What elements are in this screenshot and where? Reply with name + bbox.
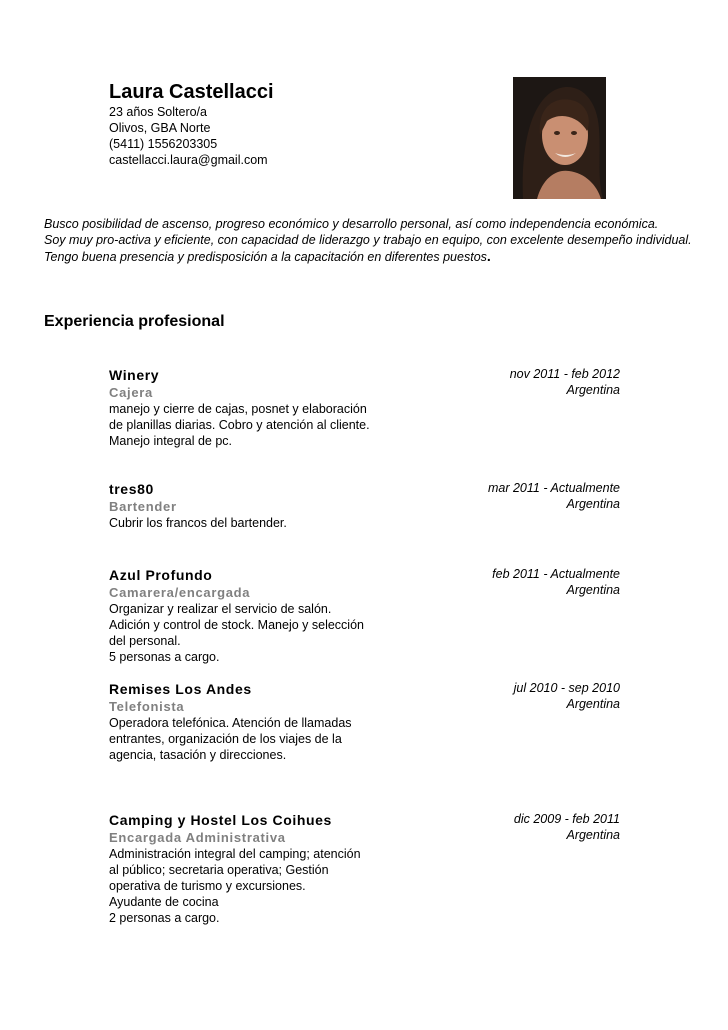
- job-country: Argentina: [566, 828, 620, 842]
- candidate-name: Laura Castellacci: [109, 81, 274, 103]
- job-description-line: Operadora telefónica. Atención de llamadas entrantes, organización de los viajes de la agencia, tasación y direcciones.: [109, 716, 352, 762]
- job-description-line: Organizar y realizar el servicio de salón. Adición y control de stock. Manejo y selección del personal.: [109, 602, 364, 648]
- phone: (5411) 1556203305: [109, 137, 218, 151]
- job-dates: jul 2010 - sep 2010: [513, 681, 620, 695]
- job-entry: [109, 811, 620, 926]
- job-country: Argentina: [566, 697, 620, 711]
- job-dates: mar 2011 - Actualmente: [487, 481, 620, 495]
- job-meta: [514, 811, 620, 843]
- job-entry: [109, 566, 620, 665]
- job-country: Argentina: [566, 383, 620, 397]
- job-meta: [492, 566, 620, 598]
- company-name: Camping y Hostel Los Coihues: [109, 812, 332, 828]
- job-description-line: Cubrir los francos del bartender.: [109, 516, 287, 530]
- profile-photo: [513, 77, 606, 199]
- job-description: [109, 401, 371, 449]
- email: castellacci.laura@gmail.com: [109, 153, 268, 167]
- job-meta: [510, 366, 620, 398]
- location: Olivos, GBA Norte: [109, 121, 211, 135]
- contact-header: [109, 80, 409, 168]
- job-description-line: Administración integral del camping; atención al público; secretaria operativa; Gestión operativa de turismo y excursiones.: [109, 847, 361, 893]
- job-description-line: Ayudante de cocina: [109, 895, 219, 909]
- job-description-line: manejo y cierre de cajas, posnet y elaboración de planillas diarias. Cobro y atención al cliente. Manejo integral de pc.: [109, 402, 370, 448]
- job-meta: [488, 480, 620, 512]
- job-role: Encargada Administrativa: [109, 830, 286, 845]
- summary-line: Busco posibilidad de ascenso, progreso económico y desarrollo personal, así como independencia económica.: [44, 217, 659, 231]
- job-description: [109, 515, 371, 531]
- job-role: Camarera/encargada: [109, 585, 251, 600]
- company-name: tres80: [109, 481, 154, 497]
- job-dates: feb 2011 - Actualmente: [492, 567, 620, 581]
- professional-summary: [44, 216, 694, 265]
- job-entry: [109, 366, 620, 449]
- job-description: [109, 601, 371, 665]
- job-country: Argentina: [566, 583, 620, 597]
- job-country: Argentina: [566, 497, 620, 511]
- company-name: Azul Profundo: [109, 567, 213, 583]
- job-description-line: 5 personas a cargo.: [109, 650, 220, 664]
- company-name: Remises Los Andes: [109, 681, 252, 697]
- job-meta: [514, 680, 620, 712]
- age-status: 23 años Soltero/a: [109, 105, 207, 119]
- job-description: [109, 715, 371, 763]
- job-role: Cajera: [109, 385, 153, 400]
- job-entry: [109, 480, 620, 531]
- job-role: Bartender: [109, 499, 177, 514]
- company-name: Winery: [109, 367, 160, 383]
- job-dates: dic 2009 - feb 2011: [513, 812, 620, 826]
- summary-line-text: Tengo buena presencia y predisposición a la capacitación en diferentes puestos: [44, 250, 487, 264]
- job-role: Telefonista: [109, 699, 185, 714]
- summary-line: [44, 248, 694, 265]
- job-dates: nov 2011 - feb 2012: [509, 367, 620, 381]
- summary-end-mark: .: [486, 248, 491, 264]
- job-description-line: 2 personas a cargo.: [109, 911, 220, 925]
- portrait-image: [513, 77, 606, 199]
- section-title-experience: Experiencia profesional: [44, 313, 225, 330]
- job-entry: [109, 680, 620, 763]
- job-description: [109, 846, 371, 926]
- summary-line: Soy muy pro-activa y eficiente, con capacidad de liderazgo y trabajo en equipo, con excelente desempeño individual.: [44, 233, 692, 247]
